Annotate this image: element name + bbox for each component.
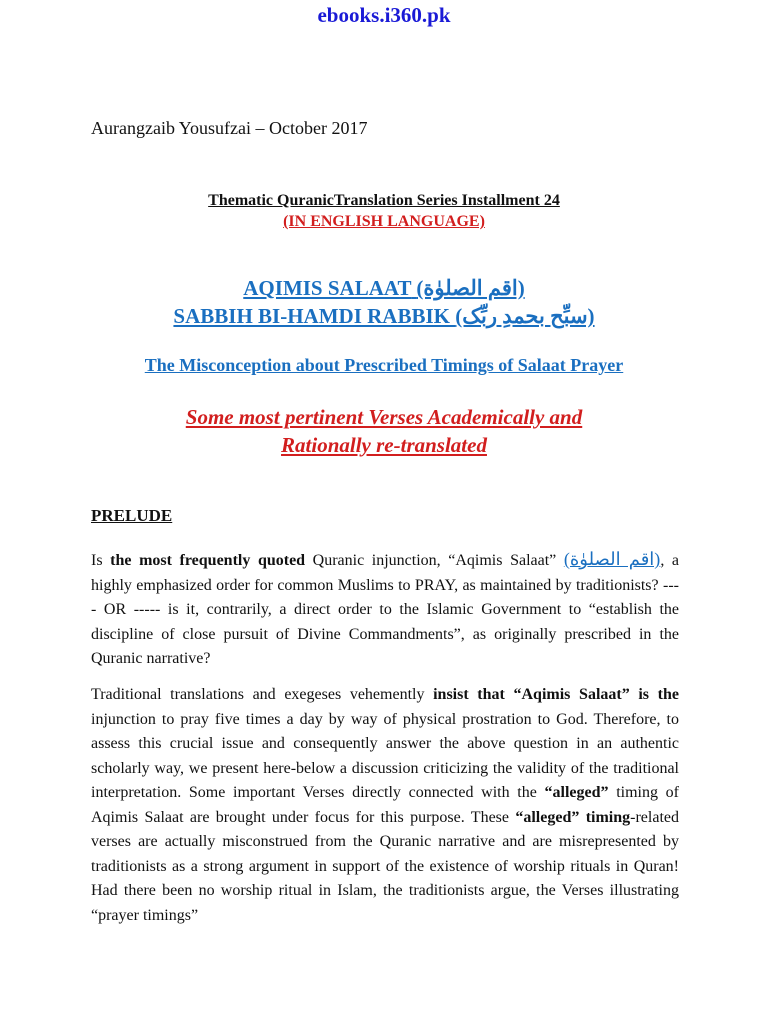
author-date-line: Aurangzaib Yousufzai – October 2017 [91, 118, 368, 138]
title-arabic: (سبِّح بحمدِ ربِّک) [455, 304, 595, 328]
tagline-line-1: Some most pertinent Verses Academically and [185, 405, 583, 429]
site-link[interactable]: ebooks.i360.pk [317, 3, 451, 27]
bold-run: “alleged” timing [515, 808, 631, 826]
main-title-line-1 [0, 276, 768, 301]
series-title: Thematic QuranicTranslation Series Installment 24 [208, 192, 560, 209]
bold-run: insist that “Aqimis Salaat” is the [433, 686, 679, 703]
section-heading: PRELUDE [91, 506, 173, 525]
tagline-line-2: Rationally re-translated [281, 433, 487, 457]
bold-run: “alleged” [544, 784, 609, 801]
language-note: (IN ENGLISH LANGUAGE) [283, 213, 485, 230]
title-latin: AQIMIS SALAAT [243, 276, 412, 300]
paragraph-1 [91, 547, 679, 672]
text-run: , a highly emphasized order for common Muslims to PRAY, as maintained by traditionists? ---- OR ----- is it, contrarily, a direct order to the Islamic Government to “establish the discipline of close pursuit of Divine Commandments”, as originally prescribed in the Quranic narrative? [91, 552, 680, 667]
text-run: Quranic injunction, “Aqimis Salaat” [305, 552, 564, 569]
text-run: Traditional translations and exegeses vehemently [91, 686, 434, 703]
paragraph-2 [91, 683, 679, 928]
title-arabic: (اقم الصلوٰة) [416, 276, 525, 300]
bold-run: the most frequently quoted [110, 552, 306, 569]
text-run: timing of Aqimis Salaat are brought under focus for this purpose. These [91, 784, 680, 826]
main-title-line-2 [0, 304, 768, 329]
title-latin: SABBIH BI-HAMDI RABBIK [173, 304, 450, 328]
text-run: injunction to pray five times a day by way of physical prostration to God. Therefore, to assess this crucial issue and consequently answer the above question in an authentic scholarly way, we present here-below a discussion criticizing the validity of the traditional interpretation. Some important Verses directly connected with the [91, 710, 679, 801]
arabic-run: (اقم الصلوٰة) [563, 549, 661, 569]
text-run: -related verses are actually misconstrued from the Quranic narrative and are misrepresented by traditionists as a strong argument in support of the existence of worship rituals in Quran! Had there been no worship ritual in Islam, the traditionists argue, the Verses illustrating “prayer timings” [91, 808, 679, 924]
text-run: Is [91, 552, 111, 569]
subtitle: The Misconception about Prescribed Timings of Salaat Prayer [144, 355, 624, 375]
